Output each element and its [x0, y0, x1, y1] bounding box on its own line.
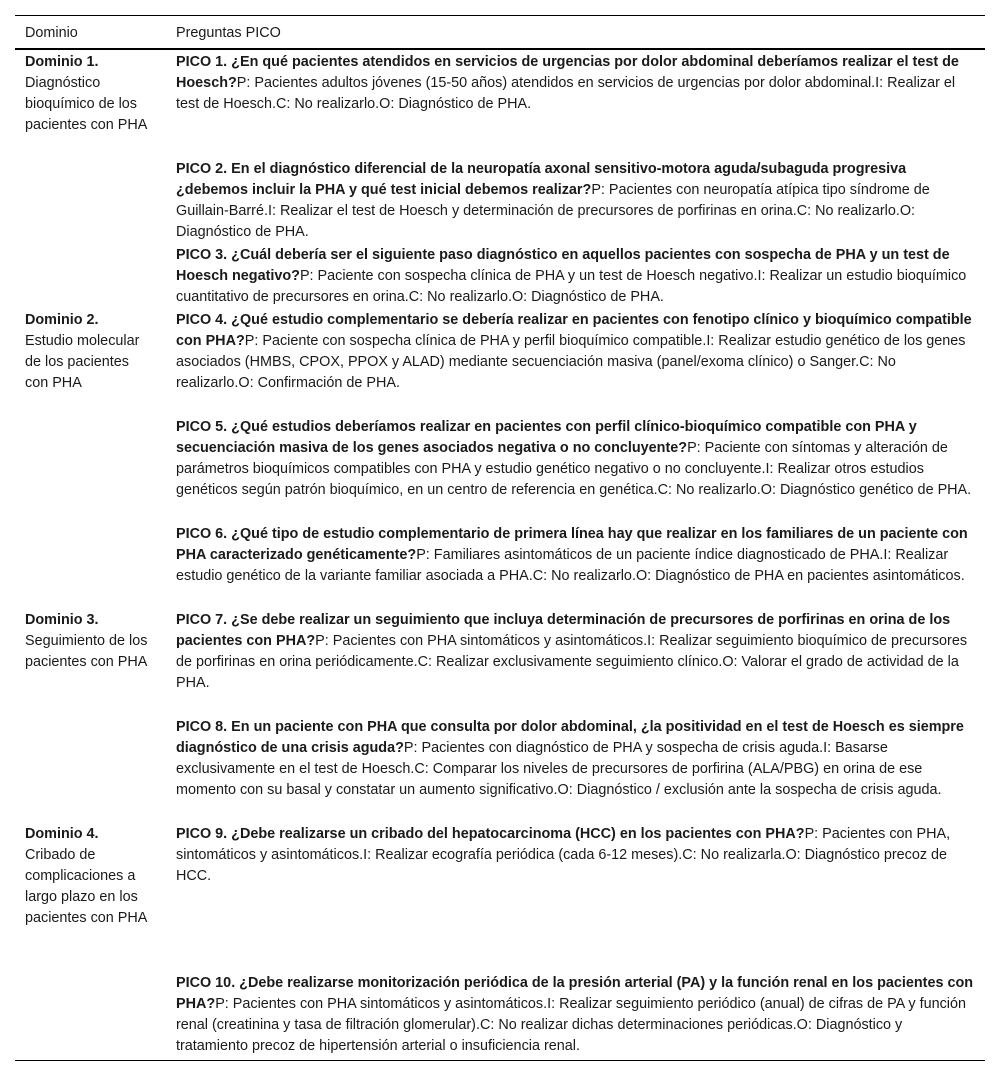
domain-cell — [15, 415, 166, 522]
pico-cell — [166, 608, 985, 715]
pico-detail: P: Pacientes con PHA sintomáticos y asintomáticos.I: Realizar seguimiento bioquímico de precursores de porfirinas en orina periódicamente.C: Realizar exclusivamente seguimiento clínico.O: Valorar el grado de actividad de la PHA. — [176, 633, 968, 691]
pico-detail: P: Paciente con síntomas y alteración de parámetros bioquímicos compatibles con PHA y estudio genético negativo o no concluyente.I: Realizar otros estudios genéticos según patrón bioquímico, en un centro de referencia en genética.C: No realizarlo.O: Diagnóstico genético de PHA. — [176, 440, 972, 498]
domain-cell — [15, 971, 166, 1061]
pico-question: PICO 10. ¿Debe realizarse monitorización periódica de la presión arterial (PA) y la función renal en los pacientes con PHA? — [176, 975, 974, 1012]
pico-cell — [166, 308, 985, 415]
header-row — [15, 16, 985, 50]
pico-table — [15, 15, 985, 1061]
table-row — [15, 49, 985, 157]
table-row — [15, 243, 985, 308]
pico-question: PICO 4. ¿Qué estudio complementario se debería realizar en pacientes con fenotipo clínico y bioquímico compatible con PHA? — [176, 312, 972, 349]
pico-cell — [166, 243, 985, 308]
pico-cell — [166, 157, 985, 243]
domain-description: Estudio molecular de los pacientes con PHA — [25, 333, 140, 391]
pico-question: PICO 2. En el diagnóstico diferencial de la neuropatía axonal sensitivo-motora aguda/subaguda progresiva ¿debemos incluir la PHA y qué test inicial debemos realizar? — [176, 161, 907, 198]
pico-question: PICO 7. ¿Se debe realizar un seguimiento que incluya determinación de precursores de porfirinas en orina de los pacientes con PHA? — [176, 612, 951, 649]
pico-detail: P: Familiares asintomáticos de un paciente índice diagnosticado de PHA.I: Realizar estudio genético de la variante familiar asociada a PHA.C: No realizarlo.O: Diagnóstico de PHA en pacientes asintomáticos. — [176, 547, 965, 584]
pico-cell — [166, 49, 985, 157]
table-row — [15, 715, 985, 822]
domain-title: Dominio 4. — [25, 826, 99, 842]
table-row — [15, 522, 985, 608]
table-row — [15, 308, 985, 415]
pico-detail: P: Pacientes con neuropatía atípica tipo síndrome de Guillain-Barré.I: Realizar el test de Hoesch y determinación de precursores de porfirinas en orina.C: No realizarlo.O: Diagnóstico de PHA. — [176, 182, 930, 240]
pico-question: PICO 6. ¿Qué tipo de estudio complementario de primera línea hay que realizar en los familiares de un paciente con PHA caracterizado genéticamente? — [176, 526, 968, 563]
domain-cell — [15, 157, 166, 243]
table-row — [15, 157, 985, 243]
domain-description: Cribado de complicaciones a largo plazo en los pacientes con PHA — [25, 847, 148, 926]
header-preguntas: Preguntas PICO — [166, 16, 985, 50]
table-row — [15, 415, 985, 522]
pico-question: PICO 9. ¿Debe realizarse un cribado del hepatocarcinoma (HCC) en los pacientes con PHA? — [176, 826, 805, 842]
pico-detail: P: Pacientes con PHA sintomáticos y asintomáticos.I: Realizar seguimiento periódico (anual) de cifras de PA y función renal (creatinina y tasa de filtración glomerular).C: No realizar dichas determinaciones periódicas.O: Diagnóstico y tratamiento precoz de hipertensión arterial o insuficiencia renal. — [176, 996, 967, 1054]
header-dominio: Dominio — [15, 16, 166, 50]
pico-detail: P: Pacientes adultos jóvenes (15-50 años) atendidos en servicios de urgencias por dolor abdominal.I: Realizar el test de Hoesch.C: No realizarlo.O: Diagnóstico de PHA. — [176, 75, 956, 112]
pico-question: PICO 1. ¿En qué pacientes atendidos en servicios de urgencias por dolor abdominal deberíamos realizar el test de Hoesch? — [176, 54, 959, 91]
domain-cell — [15, 522, 166, 608]
pico-cell — [166, 715, 985, 822]
pico-detail: P: Paciente con sospecha clínica de PHA y perfil bioquímico compatible.I: Realizar estudio genético de los genes asociados (HMBS, CPOX, PPOX y ALAD) mediante secuenciación masiva (panel/exoma clínico) o Sanger.C: No realizarlo.O: Confirmación de PHA. — [176, 333, 966, 391]
table-row — [15, 822, 985, 971]
domain-cell — [15, 49, 166, 157]
table-row — [15, 608, 985, 715]
pico-cell — [166, 415, 985, 522]
domain-description: Diagnóstico bioquímico de los pacientes con PHA — [25, 75, 148, 133]
pico-question: PICO 3. ¿Cuál debería ser el siguiente paso diagnóstico en aquellos pacientes con sospecha de PHA y un test de Hoesch negativo? — [176, 247, 950, 284]
domain-cell — [15, 608, 166, 715]
domain-title: Dominio 2. — [25, 312, 99, 328]
pico-question: PICO 5. ¿Qué estudios deberíamos realizar en pacientes con perfil clínico-bioquímico compatible con PHA y secuenciación masiva de los genes asociados negativa o no concluyente? — [176, 419, 917, 456]
domain-cell — [15, 822, 166, 971]
pico-cell — [166, 822, 985, 971]
domain-cell — [15, 715, 166, 822]
pico-detail: P: Pacientes con diagnóstico de PHA y sospecha de crisis aguda.I: Basarse exclusivamente en el test de Hoesch.C: Comparar los niveles de precursores de porfirina (ALA/PBG) en orina de ese momento con su basal y constatar un aumento significativo.O: Diagnóstico / exclusión ante la sospecha de crisis aguda. — [176, 740, 942, 798]
domain-cell — [15, 243, 166, 308]
table-row — [15, 971, 985, 1061]
domain-description: Seguimiento de los pacientes con PHA — [25, 633, 148, 670]
pico-question: PICO 8. En un paciente con PHA que consulta por dolor abdominal, ¿la positividad en el test de Hoesch es siempre diagnóstico de una crisis aguda? — [176, 719, 964, 756]
domain-title: Dominio 3. — [25, 612, 99, 628]
domain-cell — [15, 308, 166, 415]
pico-cell — [166, 522, 985, 608]
pico-cell — [166, 971, 985, 1061]
pico-detail: P: Paciente con sospecha clínica de PHA y un test de Hoesch negativo.I: Realizar un estudio bioquímico cuantitativo de precursores en orina.C: No realizarlo.O: Diagnóstico de PHA. — [176, 268, 967, 305]
domain-title: Dominio 1. — [25, 54, 99, 70]
pico-detail: P: Pacientes con PHA, sintomáticos y asintomáticos.I: Realizar ecografía periódica (cada 6-12 meses).C: No realizarla.O: Diagnóstico precoz de HCC. — [176, 826, 951, 884]
